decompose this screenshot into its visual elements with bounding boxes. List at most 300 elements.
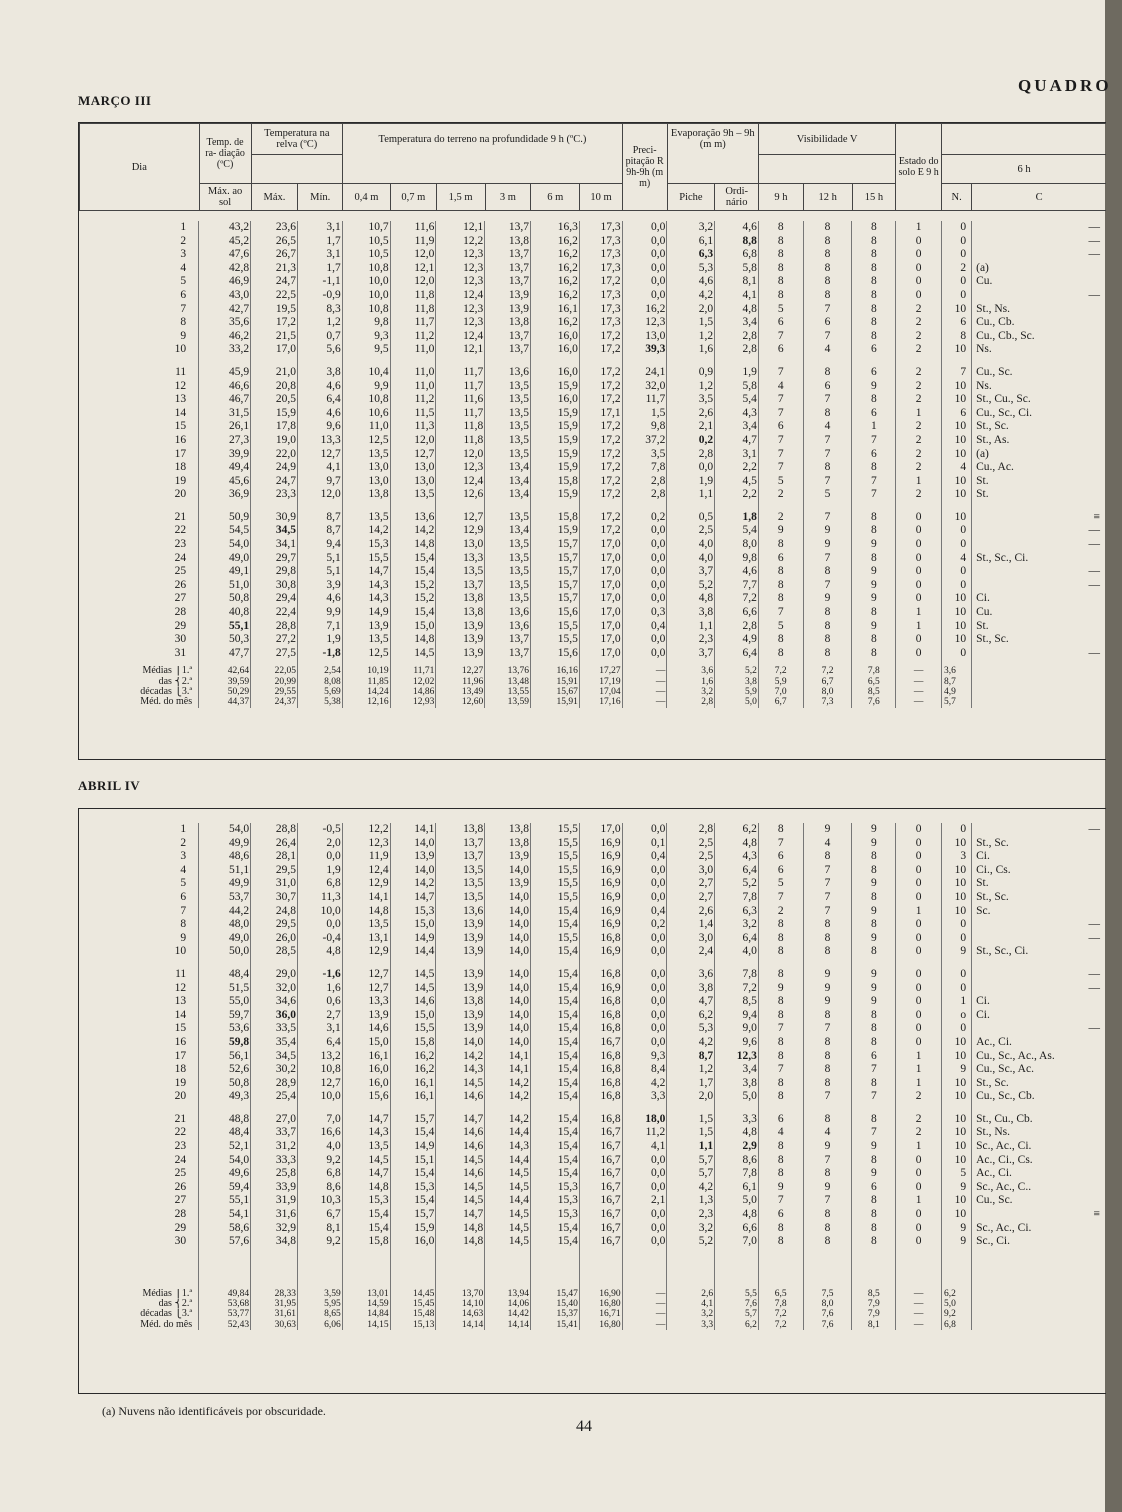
- table-cell: 3,4: [715, 1063, 759, 1077]
- table-cell: 6,8: [297, 1167, 342, 1181]
- day-cell: 31: [174, 646, 187, 659]
- table-cell: 52,1: [199, 1140, 251, 1154]
- table-cell: 8: [803, 461, 852, 475]
- table-cell: 10: [941, 1126, 971, 1140]
- table-cell: 13,5: [485, 579, 531, 593]
- table-row: [79, 864, 1106, 878]
- table-cell: 2,2: [715, 488, 759, 502]
- table-cell: 0,6: [297, 995, 342, 1009]
- table-cell: 48,0: [199, 918, 251, 932]
- table-cell: Cu., Sc.: [972, 366, 1106, 380]
- table-cell: 0: [896, 877, 942, 891]
- table-cell: Cu., Sc., Ci.: [972, 407, 1106, 421]
- table-cell: 4,0: [667, 552, 715, 566]
- mean-cell: 17,19: [579, 677, 622, 687]
- table-cell: 12,7: [436, 511, 485, 525]
- table-cell: 8: [758, 1090, 803, 1104]
- mean-cell: 2,6: [667, 1289, 715, 1299]
- table-cell: 1,5: [667, 1126, 715, 1140]
- table-cell: 52,6: [199, 1063, 251, 1077]
- table-cell: 14,0: [485, 864, 531, 878]
- table-cell: 15,9: [531, 380, 580, 394]
- table-cell: 16,2: [531, 248, 580, 262]
- table-cell: 14,7: [342, 1167, 390, 1181]
- mean-cell: [972, 1320, 1106, 1330]
- table-cell: 1,2: [667, 380, 715, 394]
- table-cell: 15,4: [342, 1222, 390, 1236]
- table-cell: 9,9: [342, 380, 390, 394]
- table-cell: 8,7: [297, 524, 342, 538]
- table-cell: 17,3: [579, 262, 622, 276]
- table-cell: 49,1: [199, 565, 251, 579]
- mean-cell: 13,76: [485, 666, 531, 676]
- mean-cell: 15,48: [390, 1309, 436, 1319]
- table-cell: 45,9: [199, 366, 251, 380]
- table-cell: 7: [803, 393, 852, 407]
- table-cell: 10: [941, 448, 971, 462]
- mean-cell: 15,47: [531, 1289, 580, 1299]
- table-cell: 13,8: [485, 837, 531, 851]
- table-cell: 7: [758, 891, 803, 905]
- table-cell: 13,8: [436, 592, 485, 606]
- table-cell: 7: [758, 461, 803, 475]
- table-cell: 4: [758, 380, 803, 394]
- table-row: [79, 1077, 1106, 1091]
- table-cell: 0,0: [622, 552, 667, 566]
- table-row: [79, 918, 1106, 932]
- table-cell: 1: [852, 420, 896, 434]
- table-row: [79, 393, 1106, 407]
- table-cell: 6: [941, 316, 971, 330]
- table-cell: 0: [896, 1208, 942, 1222]
- table-cell: Sc.: [972, 905, 1106, 919]
- table-cell: 16,9: [579, 982, 622, 996]
- table-cell: St., Sc., Ci.: [972, 945, 1106, 959]
- table-cell: 16,7: [579, 1167, 622, 1181]
- table-cell: 13,5: [342, 1140, 390, 1154]
- table-cell: 9: [803, 538, 852, 552]
- table-cell: 47,7: [199, 647, 251, 661]
- mean-cell: 50,29: [199, 687, 251, 697]
- table-cell: 15,0: [390, 918, 436, 932]
- table-cell: 7: [803, 877, 852, 891]
- mean-cell: 6,2: [941, 1289, 971, 1299]
- table-cell: 49,3: [199, 1090, 251, 1104]
- table-cell: 14,8: [342, 1181, 390, 1195]
- table-cell: 15,5: [531, 620, 580, 634]
- table-cell: 16,1: [342, 1050, 390, 1064]
- table-cell: 0: [896, 982, 942, 996]
- table-cell: Cu., Sc.: [972, 1194, 1106, 1208]
- table-cell: 16,9: [579, 864, 622, 878]
- table-cell: 5: [758, 877, 803, 891]
- table-cell: 49,0: [199, 552, 251, 566]
- table-cell: 0,0: [622, 995, 667, 1009]
- table-cell: 6,2: [667, 1009, 715, 1023]
- table-cell: 33,5: [251, 1022, 298, 1036]
- table-cell: 8: [758, 968, 803, 982]
- table-cell: 4,6: [715, 221, 759, 235]
- table-cell: 7: [758, 837, 803, 851]
- table-cell: 16,2: [622, 303, 667, 317]
- table-cell: 15,3: [342, 538, 390, 552]
- table-cell: 59,7: [199, 1009, 251, 1023]
- table-cell: 16,9: [579, 918, 622, 932]
- table-cell: 13,0: [390, 461, 436, 475]
- table-cell: 15,8: [531, 511, 580, 525]
- table-cell: 8: [758, 248, 803, 262]
- table-cell: 1,9: [297, 633, 342, 647]
- table-cell: 13,5: [342, 918, 390, 932]
- table-cell: St.: [972, 620, 1106, 634]
- table-cell: 0,0: [622, 891, 667, 905]
- day-cell: 23: [174, 1140, 187, 1153]
- mean-cell: 8,5: [852, 687, 896, 697]
- table-cell: 14,7: [342, 1113, 390, 1127]
- table-cell: 0,4: [622, 850, 667, 864]
- table-cell: 2,8: [622, 488, 667, 502]
- mean-cell: 12,02: [390, 677, 436, 687]
- table-cell: 7: [803, 330, 852, 344]
- table-row: [79, 316, 1106, 330]
- mean-cell: [972, 666, 1106, 676]
- table-cell: 8: [803, 620, 852, 634]
- table-cell: 15,9: [531, 448, 580, 462]
- day-cell: 25: [174, 565, 187, 578]
- table-cell: 14,0: [436, 1036, 485, 1050]
- table-cell: 11,9: [342, 850, 390, 864]
- table-cell: -1,8: [297, 647, 342, 661]
- table-cell: 16,0: [342, 1063, 390, 1077]
- table-cell: —: [972, 982, 1106, 996]
- table-cell: 0: [896, 1222, 942, 1236]
- table-cell: 55,1: [199, 1194, 251, 1208]
- table-cell: 17,2: [579, 461, 622, 475]
- table-cell: 11,7: [390, 316, 436, 330]
- table-cell: 8,5: [715, 995, 759, 1009]
- mean-cell: 2,54: [297, 666, 342, 676]
- table-cell: (a): [972, 262, 1106, 276]
- table-cell: 11,8: [436, 434, 485, 448]
- table-cell: 26,4: [251, 837, 298, 851]
- table-cell: 4,5: [715, 475, 759, 489]
- table-cell: 3,8: [715, 1077, 759, 1091]
- table-cell: 7: [803, 905, 852, 919]
- table-cell: 16,2: [390, 1050, 436, 1064]
- table-cell: 8: [803, 1036, 852, 1050]
- table-cell: 4,3: [715, 407, 759, 421]
- table-cell: 15,5: [531, 850, 580, 864]
- table-cell: 0: [896, 289, 942, 303]
- table-cell: 12,0: [390, 434, 436, 448]
- table-cell: 15,6: [531, 606, 580, 620]
- table-cell: 8,7: [667, 1050, 715, 1064]
- col-depth: 0,7 m: [390, 184, 436, 211]
- mean-cell: —: [622, 1309, 667, 1319]
- table-cell: 13,9: [342, 1009, 390, 1023]
- table-cell: 31,9: [251, 1194, 298, 1208]
- table-cell: 10: [941, 1154, 971, 1168]
- table-cell: 14,0: [390, 837, 436, 851]
- table-cell: 1,2: [667, 330, 715, 344]
- day-cell: 12: [174, 981, 187, 994]
- table-cell: 45,6: [199, 475, 251, 489]
- day-cell: 28: [174, 606, 187, 619]
- mean-cell: 15,91: [531, 677, 580, 687]
- table-cell: 11,7: [436, 407, 485, 421]
- table-cell: 11,9: [390, 235, 436, 249]
- table-cell: 42,7: [199, 303, 251, 317]
- mean-cell: —: [622, 666, 667, 676]
- table-cell: 12,5: [342, 434, 390, 448]
- table-cell: 0: [941, 932, 971, 946]
- table-cell: 9,6: [715, 1036, 759, 1050]
- table-cell: 9: [852, 982, 896, 996]
- mean-cell: 39,59: [199, 677, 251, 687]
- table-cell: 9: [852, 1167, 896, 1181]
- table-cell: 34,1: [251, 538, 298, 552]
- table-cell: 17,0: [579, 633, 622, 647]
- table-cell: 13,5: [342, 633, 390, 647]
- table-cell: 17,8: [251, 420, 298, 434]
- table-cell: 7: [803, 552, 852, 566]
- table-cell: 13,6: [485, 606, 531, 620]
- day-cell: 15: [174, 1022, 187, 1035]
- day-cell: 22: [174, 1126, 187, 1139]
- table-cell: 4,6: [297, 592, 342, 606]
- table-row: [79, 330, 1106, 344]
- table-cell: 8: [803, 1167, 852, 1181]
- col-dia: Dia: [80, 124, 200, 211]
- table-cell: 12,4: [436, 330, 485, 344]
- footnote: (a) Nuvens não identificáveis por obscuridade.: [102, 1404, 326, 1418]
- table-cell: 17,0: [579, 552, 622, 566]
- table-cell: 11,3: [297, 891, 342, 905]
- table-cell: 2: [896, 1126, 942, 1140]
- table-cell: 6: [941, 407, 971, 421]
- table-cell: 13,8: [342, 488, 390, 502]
- table-cell: 14,9: [390, 1140, 436, 1154]
- table-cell: 13,7: [485, 647, 531, 661]
- table-cell: 9,6: [297, 420, 342, 434]
- table-cell: 6: [758, 1113, 803, 1127]
- table-cell: 50,8: [199, 1077, 251, 1091]
- table-cell: St.: [972, 488, 1106, 502]
- mean-cell: 53,68: [199, 1299, 251, 1309]
- table-cell: 16,2: [531, 262, 580, 276]
- table-cell: 3,3: [715, 1113, 759, 1127]
- mean-cell: 7,2: [803, 666, 852, 676]
- table-cell: 8: [803, 1063, 852, 1077]
- table-cell: 13,9: [485, 289, 531, 303]
- table-cell: 6: [758, 850, 803, 864]
- mean-row: [79, 677, 1106, 687]
- table-cell: 11,0: [390, 343, 436, 357]
- table-cell: —: [972, 968, 1106, 982]
- table-cell: 8: [852, 945, 896, 959]
- table-cell: 15,7: [531, 592, 580, 606]
- table-cell: 15,4: [531, 1222, 580, 1236]
- col-depth: 6 m: [531, 184, 580, 211]
- table-cell: 35,6: [199, 316, 251, 330]
- mean-cell: 15,37: [531, 1309, 580, 1319]
- table-cell: 0: [896, 995, 942, 1009]
- table-cell: 31,5: [199, 407, 251, 421]
- table-cell: 14,8: [436, 1235, 485, 1249]
- table-cell: 14,6: [342, 1022, 390, 1036]
- table-row: [79, 647, 1106, 661]
- table-cell: 7: [852, 475, 896, 489]
- table-cell: 8: [758, 918, 803, 932]
- table-cell: 10: [941, 380, 971, 394]
- table-cell: 15,4: [531, 995, 580, 1009]
- table-cell: 13,5: [485, 393, 531, 407]
- table-cell: 5,0: [715, 1194, 759, 1208]
- table-cell: (a): [972, 448, 1106, 462]
- table-cell: 12,0: [390, 248, 436, 262]
- table-cell: 8: [758, 1050, 803, 1064]
- table-cell: 34,6: [251, 995, 298, 1009]
- table-cell: 11,5: [390, 407, 436, 421]
- mean-cell: 14,14: [485, 1320, 531, 1330]
- table-cell: 8: [803, 1222, 852, 1236]
- table-cell: 4,1: [297, 461, 342, 475]
- table-cell: 9: [941, 945, 971, 959]
- table-row: [79, 262, 1106, 276]
- table-cell: 0: [896, 850, 942, 864]
- table-row: [79, 837, 1106, 851]
- table-cell: 0,0: [622, 823, 667, 837]
- mean-cell: —: [622, 1320, 667, 1330]
- table-cell: 13,0: [622, 330, 667, 344]
- table-cell: 10,0: [297, 1090, 342, 1104]
- table-cell: 11,2: [622, 1126, 667, 1140]
- mean-cell: 6,5: [758, 1289, 803, 1299]
- day-cell: 29: [174, 1221, 187, 1234]
- table-cell: 1: [896, 620, 942, 634]
- table-cell: 16,9: [579, 850, 622, 864]
- table-cell: 15,5: [531, 891, 580, 905]
- table-cell: 17,2: [579, 330, 622, 344]
- table-cell: 54,0: [199, 538, 251, 552]
- table-cell: 16,9: [579, 891, 622, 905]
- table-cell: 13,8: [436, 995, 485, 1009]
- table-cell: 12,0: [297, 488, 342, 502]
- table-cell: 14,5: [436, 1077, 485, 1091]
- table-cell: 10,0: [342, 289, 390, 303]
- table-cell: 13,5: [485, 565, 531, 579]
- table-cell: 36,9: [199, 488, 251, 502]
- table-cell: 27,2: [251, 633, 298, 647]
- table-cell: 14,5: [436, 1154, 485, 1168]
- table-cell: 17,3: [579, 303, 622, 317]
- table-cell: Cu., Sc., Ac., As.: [972, 1050, 1106, 1064]
- mean-cell: —: [622, 687, 667, 697]
- table-cell: Sc., Ac., C..: [972, 1181, 1106, 1195]
- table-cell: 13,9: [436, 1009, 485, 1023]
- table-row: [79, 552, 1106, 566]
- table-cell: 0: [896, 1036, 942, 1050]
- table-cell: 3,5: [622, 448, 667, 462]
- table-cell: 11,8: [390, 289, 436, 303]
- table-cell: 2,0: [667, 1090, 715, 1104]
- quadro-header: QUADRO: [1018, 76, 1112, 95]
- day-cell: 20: [174, 488, 187, 501]
- table-cell: 4,2: [667, 289, 715, 303]
- table-cell: 27,0: [251, 1113, 298, 1127]
- table-cell: Cu., Ac.: [972, 461, 1106, 475]
- table-cell: 8: [852, 1208, 896, 1222]
- table-cell: 17,2: [579, 393, 622, 407]
- table-cell: 13,9: [436, 1022, 485, 1036]
- table-cell: 14,2: [485, 1113, 531, 1127]
- table-cell: 8: [803, 633, 852, 647]
- mean-cell: 8,65: [297, 1309, 342, 1319]
- table-cell: 12,2: [436, 235, 485, 249]
- table-cell: 14,9: [342, 606, 390, 620]
- table-cell: 5,0: [715, 1090, 759, 1104]
- table-cell: —: [972, 235, 1106, 249]
- table-cell: 14,6: [436, 1090, 485, 1104]
- table-cell: 5,2: [667, 579, 715, 593]
- mean-cell: 5,7: [941, 697, 971, 707]
- table-cell: 14,0: [485, 891, 531, 905]
- table-cell: 8: [758, 1036, 803, 1050]
- table-cell: 0: [896, 647, 942, 661]
- day-cell: 17: [174, 1049, 187, 1062]
- day-cell: 10: [174, 343, 187, 356]
- table-cell: 8: [852, 262, 896, 276]
- mean-row: [79, 666, 1106, 676]
- table-cell: 13,9: [485, 877, 531, 891]
- table-cell: 16,0: [342, 1077, 390, 1091]
- table-cell: 0,0: [622, 945, 667, 959]
- table-cell: 0: [896, 592, 942, 606]
- table-cell: 2,8: [715, 620, 759, 634]
- table-row: [79, 1036, 1106, 1050]
- table-cell: 14,2: [436, 1050, 485, 1064]
- table-cell: 13,2: [297, 1050, 342, 1064]
- table-cell: 15,4: [531, 1126, 580, 1140]
- table-cell: 14,4: [485, 1194, 531, 1208]
- table-cell: 16,7: [579, 1222, 622, 1236]
- mean-row: [79, 687, 1106, 697]
- table-cell: 13,5: [485, 511, 531, 525]
- table-cell: 2,8: [715, 343, 759, 357]
- table-cell: 12,9: [342, 877, 390, 891]
- table-cell: 2,7: [667, 891, 715, 905]
- table-cell: 2: [896, 330, 942, 344]
- table-row: [79, 488, 1106, 502]
- table-cell: 17,2: [579, 380, 622, 394]
- mean-cell: 22,05: [251, 666, 298, 676]
- day-cell: 9: [180, 329, 187, 342]
- table-cell: 15,6: [531, 647, 580, 661]
- day-cell: 13: [174, 995, 187, 1008]
- mean-cell: 7,2: [758, 1309, 803, 1319]
- table-cell: 11,8: [436, 420, 485, 434]
- table-cell: 6,3: [667, 248, 715, 262]
- mean-cell: 3,59: [297, 1289, 342, 1299]
- table-cell: 13,9: [342, 620, 390, 634]
- table-cell: 14,2: [485, 1090, 531, 1104]
- table-cell: 7,1: [297, 620, 342, 634]
- table-cell: 3,3: [622, 1090, 667, 1104]
- mean-cell: 29,55: [251, 687, 298, 697]
- table-cell: 14,5: [390, 647, 436, 661]
- table-cell: 13,4: [485, 461, 531, 475]
- table-cell: 8: [852, 864, 896, 878]
